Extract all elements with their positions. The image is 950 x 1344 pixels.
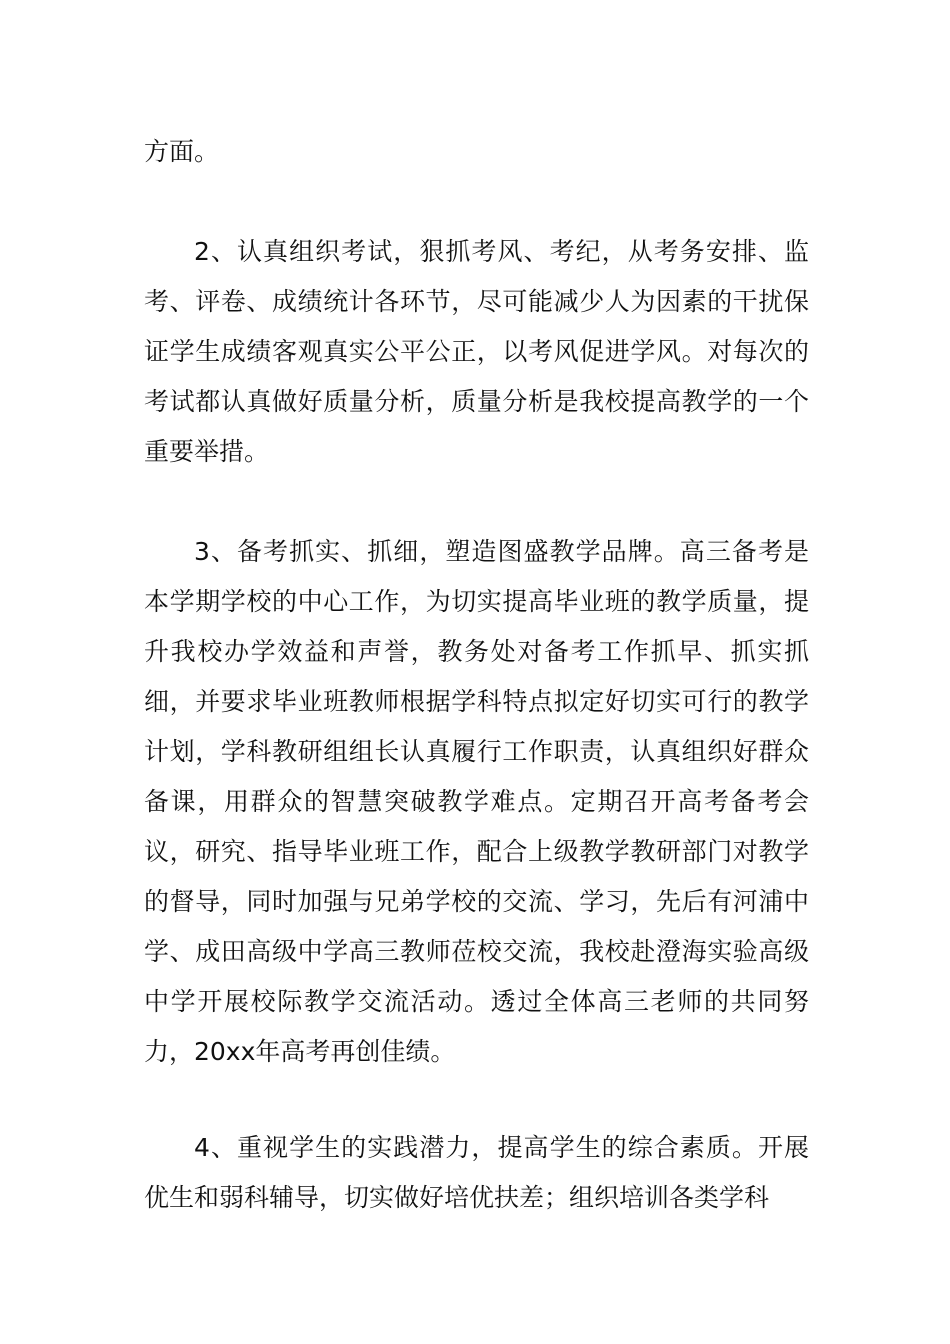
paragraph-student-practice: 4、重视学生的实践潜力，提高学生的综合素质。开展优生和弱科辅导，切实做好培优扶差；组织培训各类学科: [144, 1133, 809, 1212]
paragraph-exam-preparation: 3、备考抓实、抓细，塑造图盛教学品牌。高三备考是本学期学校的中心工作，为切实提高毕业班的教学质量，提升我校办学效益和声誉，教务处对备考工作抓早、抓实抓细，并要求毕业班教师根据学科特点拟定好切实可行的教学计划，学科教研组组长认真履行工作职责，认真组织好群众备课，用群众的智慧突破教学难点。定期召开高考备考会议，研究、指导毕业班工作，配合上级教学教研部门对教学的督导，同时加强与兄弟学校的交流、学习，先后有河浦中学、成田高级中学高三教师莅校交流，我校赴澄海实验高级中学开展校际教学交流活动。透过全体高三老师的共同努力，20xx年高考再创佳绩。: [144, 537, 809, 1066]
paragraph-exam-organization: 2、认真组织考试，狠抓考风、考纪，从考务安排、监考、评卷、成绩统计各环节，尽可能减少人为因素的干扰保证学生成绩客观真实公平公正，以考风促进学风。对每次的考试都认真做好质量分析，质量分析是我校提高教学的一个重要举措。: [144, 237, 809, 466]
paragraph-continuation: 方面。: [144, 137, 220, 166]
